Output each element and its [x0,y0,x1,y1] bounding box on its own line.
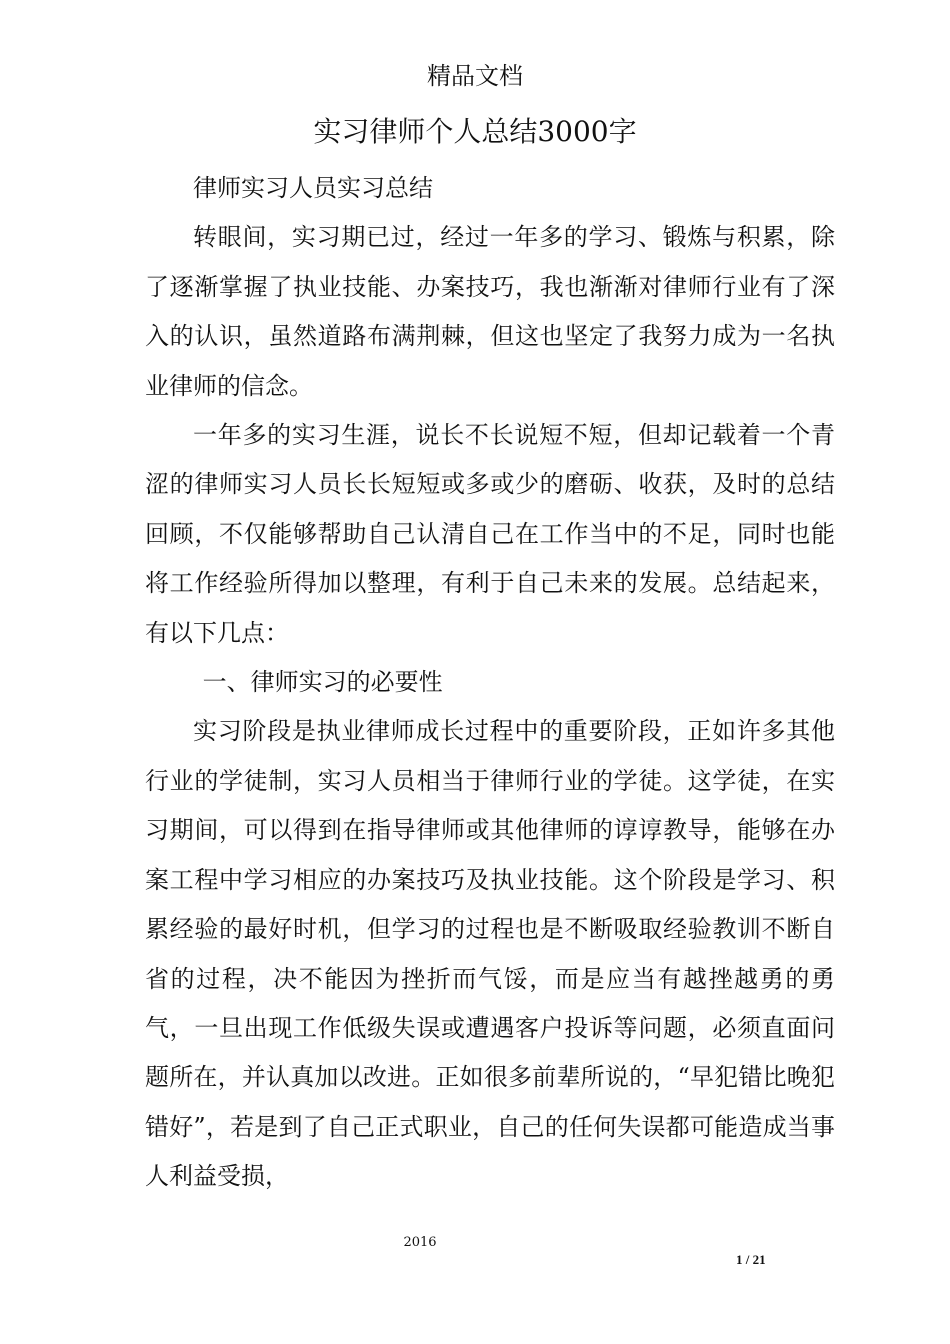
page-number: 1 / 21 [736,1252,766,1267]
page-header: 精品文档 [427,62,523,90]
document-title: 实习律师个人总结3000字 [313,115,637,148]
paragraph: 转眼间，实习期已过，经过一年多的学习、锻炼与积累，除了逐渐掌握了执业技能、办案技巧，我也渐渐对律师行业有了深入的认识，虽然道路布满荆棘，但这也坚定了我努力成为一名执业律师的信念。 [145,223,835,400]
footer-year: 2016 [403,1235,437,1250]
paragraph: 实习阶段是执业律师成长过程中的重要阶段，正如许多其他行业的学徒制，实习人员相当于律师行业的学徒。这学徒，在实习期间，可以得到在指导律师或其他律师的谆谆教导，能够在办案工程中学习相应的办案技巧及执业技能。这个阶段是学习、积累经验的最好时机，但学习的过程也是不断吸取经验教训不断自省的过程，决不能因为挫折而气馁，而是应当有越挫越勇的勇气，一旦出现工作低级失误或遭遇客户投诉等问题，必须直面问题所在，并认真加以改进。正如很多前辈所说的，“早犯错比晚犯错好”，若是到了自己正式职业，自己的任何失误都可能造成当事人利益受损， [145,717,835,1191]
section-heading: 律师实习人员实习总结 [193,174,433,202]
document-body [145,164,835,1202]
paragraph: 一年多的实习生涯，说长不长说短不短，但却记载着一个青涩的律师实习人员长长短短或多或少的磨砺、收获，及时的总结回顾，不仅能够帮助自己认清自己在工作当中的不足，同时也能将工作经验所得加以整理，有利于自己未来的发展。总结起来，有以下几点： [145,421,835,647]
section-subheading: 一、律师实习的必要性 [202,668,443,697]
